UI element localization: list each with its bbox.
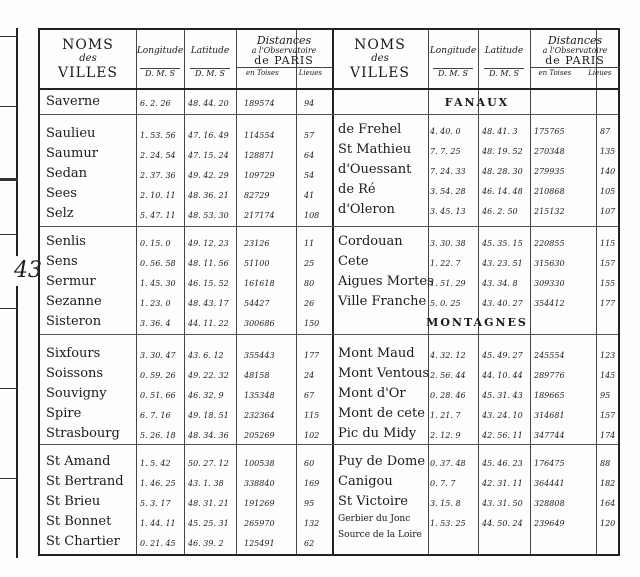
longitude-value: 3. 45. 13	[430, 207, 466, 216]
distance-lieues: 64	[304, 151, 315, 160]
longitude-value: 1. 22. 7	[430, 259, 461, 268]
longitude-value: 1. 5. 42	[140, 459, 171, 468]
city-name: St Victoire	[338, 494, 408, 509]
margin-ruler-mark	[0, 478, 18, 479]
table-row	[332, 142, 622, 162]
city-name: Sezanne	[46, 294, 102, 309]
margin-ruler-mark	[0, 106, 18, 107]
table-row	[332, 122, 622, 142]
distance-lieues: 102	[304, 431, 320, 440]
table-row	[40, 386, 332, 406]
header-villes: VILLES	[349, 65, 411, 81]
distance-toises: 217174	[244, 211, 275, 220]
city-name: Soissons	[46, 366, 104, 381]
latitude-value: 48. 43. 17	[188, 299, 229, 308]
latitude-value: 45. 25. 31	[188, 519, 229, 528]
distance-lieues: 182	[600, 479, 616, 488]
distance-lieues: 120	[600, 519, 616, 528]
table-row	[40, 314, 332, 334]
distance-toises: 314681	[534, 411, 565, 420]
table-row	[332, 202, 622, 222]
longitude-value: 4. 32. 12	[430, 351, 466, 360]
distance-toises: 279935	[534, 167, 565, 176]
longitude-value: 0. 51. 66	[140, 391, 176, 400]
distance-lieues: 62	[304, 539, 315, 548]
table-row	[40, 146, 332, 166]
distance-toises: 300686	[244, 319, 275, 328]
city-name: Senlis	[46, 234, 86, 249]
header-distances	[530, 36, 620, 78]
city-name: Sedan	[46, 166, 88, 181]
right-header-names	[332, 38, 428, 80]
city-name: Ville Franche	[338, 294, 427, 309]
city-name: Mont d'Or	[338, 386, 406, 401]
city-name: Cordouan	[338, 234, 403, 249]
longitude-value: 1. 23. 0	[140, 299, 171, 308]
latitude-value: 48. 41. 3	[482, 127, 518, 136]
latitude-value: 43. 31. 50	[482, 499, 523, 508]
distance-toises: 135348	[244, 391, 275, 400]
city-name: St Amand	[46, 454, 111, 469]
city-name: Gerbier du Jonc	[338, 514, 411, 524]
city-name: d'Ouessant	[338, 162, 412, 177]
header-distances-units	[236, 67, 332, 78]
distance-lieues: 88	[600, 459, 611, 468]
latitude-value: 47. 15. 24	[188, 151, 229, 160]
longitude-value: 3. 30. 47	[140, 351, 176, 360]
table-row	[40, 206, 332, 226]
longitude-value: 2. 10. 11	[140, 191, 176, 200]
binding-margin	[0, 28, 18, 558]
longitude-value: 5. 26. 18	[140, 431, 176, 440]
distance-toises: 82729	[244, 191, 270, 200]
latitude-value: 45. 31. 43	[482, 391, 523, 400]
header-latitude: Latitude	[190, 46, 230, 56]
longitude-value: 6. 2. 26	[140, 99, 171, 108]
city-name: Souvigny	[46, 386, 107, 401]
latitude-value: 50. 27. 12	[188, 459, 229, 468]
distance-lieues: 24	[304, 371, 315, 380]
distance-lieues: 115	[600, 239, 616, 248]
section-title-fanaux: FANAUX	[444, 96, 510, 109]
latitude-value: 45. 35. 15	[482, 239, 523, 248]
table-row	[332, 426, 622, 446]
latitude-value: 43. 23. 51	[482, 259, 523, 268]
longitude-value: 2. 12. 9	[430, 431, 461, 440]
longitude-value: 0. 59. 26	[140, 371, 176, 380]
latitude-value: 42. 56. 11	[482, 431, 523, 440]
distance-toises: 51100	[244, 259, 270, 268]
latitude-value: 49. 42. 29	[188, 171, 229, 180]
longitude-value: 2. 56. 44	[430, 371, 466, 380]
city-name: Puy de Dome	[338, 454, 426, 469]
distance-lieues: 60	[304, 459, 315, 468]
longitude-value: 2. 24. 54	[140, 151, 176, 160]
header-des: des	[371, 53, 389, 64]
city-name: St Bertrand	[46, 474, 124, 489]
table-row	[332, 294, 622, 314]
longitude-value: 3. 36. 4	[140, 319, 171, 328]
table-row	[332, 234, 622, 254]
longitude-value: 1. 21. 7	[430, 411, 461, 420]
margin-ruler-mark	[0, 178, 18, 181]
table-row	[332, 162, 622, 182]
header-distances-paris: de PARIS	[545, 54, 605, 67]
longitude-value: 2. 37. 36	[140, 171, 176, 180]
city-name: Spire	[46, 406, 82, 421]
city-name: Mont Maud	[338, 346, 415, 361]
longitude-value: 0. 15. 0	[140, 239, 171, 248]
longitude-value: 0. 28. 46	[430, 391, 466, 400]
table-row	[332, 454, 622, 474]
city-name: St Mathieu	[338, 142, 412, 157]
city-name: St Brieu	[46, 494, 101, 509]
header-unit-toises: en Toises	[245, 69, 279, 77]
distance-toises: 338840	[244, 479, 275, 488]
header-unit-toises: en Toises	[538, 69, 572, 77]
table-row	[40, 234, 332, 254]
distance-lieues: 157	[600, 259, 616, 268]
city-name: Saverne	[46, 94, 100, 109]
latitude-value: 46. 15. 52	[188, 279, 229, 288]
city-name: Mont Ventous	[338, 366, 430, 381]
distance-toises: 205269	[244, 431, 275, 440]
city-name: Sixfours	[46, 346, 101, 361]
distance-lieues: 157	[600, 411, 616, 420]
header-distances-sub: a l'Observatoire	[251, 46, 317, 55]
distance-lieues: 107	[600, 207, 616, 216]
distance-toises: 355443	[244, 351, 275, 360]
distance-lieues: 177	[600, 299, 616, 308]
header-unit-lieues: Lieues	[298, 69, 322, 77]
distance-toises: 176475	[534, 459, 565, 468]
latitude-value: 49. 12. 23	[188, 239, 229, 248]
distance-lieues: 57	[304, 131, 315, 140]
latitude-value: 42. 31. 11	[482, 479, 523, 488]
distance-toises: 191269	[244, 499, 275, 508]
latitude-value: 48. 31. 21	[188, 499, 229, 508]
longitude-value: 1. 53. 25	[430, 519, 466, 528]
margin-ruler-mark	[0, 388, 18, 389]
header-des: des	[79, 53, 97, 64]
distance-toises: 315630	[534, 259, 565, 268]
city-name: Saulieu	[46, 126, 96, 141]
distance-lieues: 80	[304, 279, 315, 288]
latitude-value: 46. 14. 48	[482, 187, 523, 196]
distance-toises: 265970	[244, 519, 275, 528]
header-distances	[236, 36, 332, 78]
table-row	[40, 406, 332, 426]
longitude-value: 0. 21. 45	[140, 539, 176, 548]
city-name: Sens	[46, 254, 78, 269]
distance-toises: 54427	[244, 299, 270, 308]
distance-lieues: 94	[304, 99, 315, 108]
distance-toises: 364441	[534, 479, 565, 488]
city-name: St Bonnet	[46, 514, 112, 529]
group-rule	[40, 114, 332, 115]
distance-lieues: 11	[304, 239, 315, 248]
city-name: Pic du Midy	[338, 426, 417, 441]
distance-toises: 245554	[534, 351, 565, 360]
table-row	[40, 166, 332, 186]
distance-toises: 239649	[534, 519, 565, 528]
distance-toises: 23126	[244, 239, 270, 248]
distance-lieues: 169	[304, 479, 320, 488]
longitude-value: 7. 24. 33	[430, 167, 466, 176]
distance-lieues: 54	[304, 171, 315, 180]
city-name: d'Oleron	[338, 202, 395, 217]
distance-toises: 210868	[534, 187, 565, 196]
longitude-value: 5. 3. 17	[140, 499, 171, 508]
header-unit-lieues: Lieues	[588, 69, 612, 77]
distance-toises: 161618	[244, 279, 275, 288]
table-row	[332, 474, 622, 494]
distance-lieues: 41	[304, 191, 315, 200]
header-distances-title: Distances	[256, 34, 312, 47]
latitude-value: 43. 24. 10	[482, 411, 523, 420]
longitude-value: 1. 45. 30	[140, 279, 176, 288]
table-row	[40, 186, 332, 206]
latitude-value: 48. 34. 36	[188, 431, 229, 440]
header-distances-paris: de PARIS	[254, 54, 314, 67]
city-name: Sermur	[46, 274, 96, 289]
longitude-value: 1. 44. 11	[140, 519, 176, 528]
longitude-value: 1. 46. 25	[140, 479, 176, 488]
latitude-value: 44. 11. 22	[188, 319, 229, 328]
latitude-value: 45. 49. 27	[482, 351, 523, 360]
distance-toises: 128871	[244, 151, 275, 160]
distance-lieues: 67	[304, 391, 315, 400]
longitude-value: 1. 51. 29	[430, 279, 466, 288]
distance-lieues: 105	[600, 187, 616, 196]
table-row	[40, 294, 332, 314]
distance-lieues: 140	[600, 167, 616, 176]
distance-toises: 109729	[244, 171, 275, 180]
table-row	[40, 126, 332, 146]
header-distances-sub: a l'Observatoire	[542, 46, 608, 55]
distance-toises: 347744	[534, 431, 565, 440]
header-longitude-dms: D. M. S	[433, 68, 473, 78]
distance-lieues: 115	[304, 411, 320, 420]
header-rule	[40, 88, 618, 90]
longitude-value: 3. 30. 38	[430, 239, 466, 248]
table-row	[40, 346, 332, 366]
latitude-value: 49. 22. 32	[188, 371, 229, 380]
latitude-value: 46. 32. 9	[188, 391, 224, 400]
left-header-names	[40, 38, 136, 80]
table-frame	[38, 28, 620, 556]
table-row	[40, 274, 332, 294]
city-name: Sisteron	[46, 314, 102, 329]
latitude-value: 48. 28. 30	[482, 167, 523, 176]
latitude-value: 48. 11. 56	[188, 259, 229, 268]
table-row	[332, 530, 622, 550]
latitude-value: 43. 1. 38	[188, 479, 224, 488]
distance-toises: 189574	[244, 99, 275, 108]
distance-lieues: 95	[304, 499, 315, 508]
group-rule	[332, 114, 618, 115]
longitude-value: 4. 40. 0	[430, 127, 461, 136]
city-name: Saumur	[46, 146, 98, 161]
city-name: Strasbourg	[46, 426, 120, 441]
header-longitude: Longitude	[429, 46, 477, 56]
distance-toises: 215132	[534, 207, 565, 216]
latitude-value: 48. 53. 30	[188, 211, 229, 220]
distance-lieues: 155	[600, 279, 616, 288]
table-row	[332, 386, 622, 406]
city-name: de Ré	[338, 182, 376, 197]
latitude-value: 43. 40. 27	[482, 299, 523, 308]
latitude-value: 46. 39. 2	[188, 539, 224, 548]
table-row	[40, 534, 332, 554]
city-name: Source de la Loire	[338, 530, 422, 540]
distance-lieues: 174	[600, 431, 616, 440]
header-latitude-dms: D. M. S	[190, 68, 230, 78]
city-name: Cete	[338, 254, 369, 269]
latitude-value: 44. 50. 24	[482, 519, 523, 528]
table-row	[40, 254, 332, 274]
latitude-value: 43. 34. 8	[482, 279, 518, 288]
longitude-value: 5. 0. 25	[430, 299, 461, 308]
latitude-value: 48. 44. 20	[188, 99, 229, 108]
latitude-value: 45. 46. 23	[482, 459, 523, 468]
distance-toises: 289776	[534, 371, 565, 380]
city-name: Canigou	[338, 474, 393, 489]
longitude-value: 3. 54. 28	[430, 187, 466, 196]
city-name: St Chartier	[46, 534, 120, 549]
page-number: 43	[14, 256, 42, 286]
distance-lieues: 95	[600, 391, 611, 400]
distance-toises: 220855	[534, 239, 565, 248]
table-row	[332, 182, 622, 202]
table-row	[40, 426, 332, 446]
distance-lieues: 145	[600, 371, 616, 380]
city-name: de Frehel	[338, 122, 402, 137]
header-noms: NOMS	[354, 37, 406, 53]
distance-lieues: 150	[304, 319, 320, 328]
table-row	[332, 494, 622, 514]
table-row	[40, 454, 332, 474]
distance-lieues: 135	[600, 147, 616, 156]
group-rule	[40, 226, 618, 227]
header-longitude-dms: D. M. S	[140, 68, 180, 78]
latitude-value: 48. 19. 52	[482, 147, 523, 156]
distance-toises: 354412	[534, 299, 565, 308]
header-latitude-dms: D. M. S	[484, 68, 524, 78]
latitude-value: 49. 18. 51	[188, 411, 229, 420]
distance-toises: 114554	[244, 131, 275, 140]
header-noms: NOMS	[62, 37, 114, 53]
longitude-value: 6. 7. 16	[140, 411, 171, 420]
table-row	[40, 474, 332, 494]
margin-ruler-mark	[0, 308, 18, 309]
distance-lieues: 164	[600, 499, 616, 508]
table-row	[40, 514, 332, 534]
distance-lieues: 87	[600, 127, 611, 136]
header-distances-title: Distances	[547, 34, 603, 47]
distance-lieues: 26	[304, 299, 315, 308]
longitude-value: 1. 53. 56	[140, 131, 176, 140]
longitude-value: 5. 47. 11	[140, 211, 176, 220]
distance-toises: 328808	[534, 499, 565, 508]
table-row	[332, 274, 622, 294]
margin-ruler-mark	[0, 36, 18, 37]
header-distances-units	[530, 67, 620, 78]
city-name: Aigues Mortes	[338, 274, 434, 289]
longitude-value: 0. 7. 7	[430, 479, 456, 488]
distance-toises: 270348	[534, 147, 565, 156]
table-row	[332, 254, 622, 274]
table-row	[40, 94, 332, 114]
table-row	[40, 494, 332, 514]
distance-lieues: 25	[304, 259, 315, 268]
table-row	[332, 346, 622, 366]
table-row	[40, 366, 332, 386]
header-longitude: Longitude	[136, 46, 184, 56]
longitude-value: 7. 7. 25	[430, 147, 461, 156]
distance-toises: 232364	[244, 411, 275, 420]
distance-toises: 48158	[244, 371, 270, 380]
group-rule	[40, 334, 618, 335]
table-row	[332, 406, 622, 426]
latitude-value: 43. 6. 12	[188, 351, 224, 360]
distance-lieues: 177	[304, 351, 320, 360]
city-name: Selz	[46, 206, 74, 221]
distance-lieues: 108	[304, 211, 320, 220]
distance-lieues: 123	[600, 351, 616, 360]
latitude-value: 48. 36. 21	[188, 191, 229, 200]
distance-toises: 125491	[244, 539, 275, 548]
latitude-value: 44. 10. 44	[482, 371, 523, 380]
header-villes: VILLES	[57, 65, 119, 81]
distance-toises: 309330	[534, 279, 565, 288]
longitude-value: 0. 56. 58	[140, 259, 176, 268]
table-row	[332, 366, 622, 386]
distance-toises: 175765	[534, 127, 565, 136]
distance-toises: 189665	[534, 391, 565, 400]
latitude-value: 47. 16. 49	[188, 131, 229, 140]
header-latitude: Latitude	[484, 46, 524, 56]
margin-ruler-mark	[0, 234, 18, 235]
city-name: Sees	[46, 186, 77, 201]
section-title-montagnes: MONTAGNES	[426, 316, 528, 329]
longitude-value: 3. 15. 8	[430, 499, 461, 508]
city-name: Mont de cete	[338, 406, 425, 421]
distance-lieues: 132	[304, 519, 320, 528]
longitude-value: 0. 37. 48	[430, 459, 466, 468]
latitude-value: 46. 2. 50	[482, 207, 518, 216]
distance-toises: 100538	[244, 459, 275, 468]
